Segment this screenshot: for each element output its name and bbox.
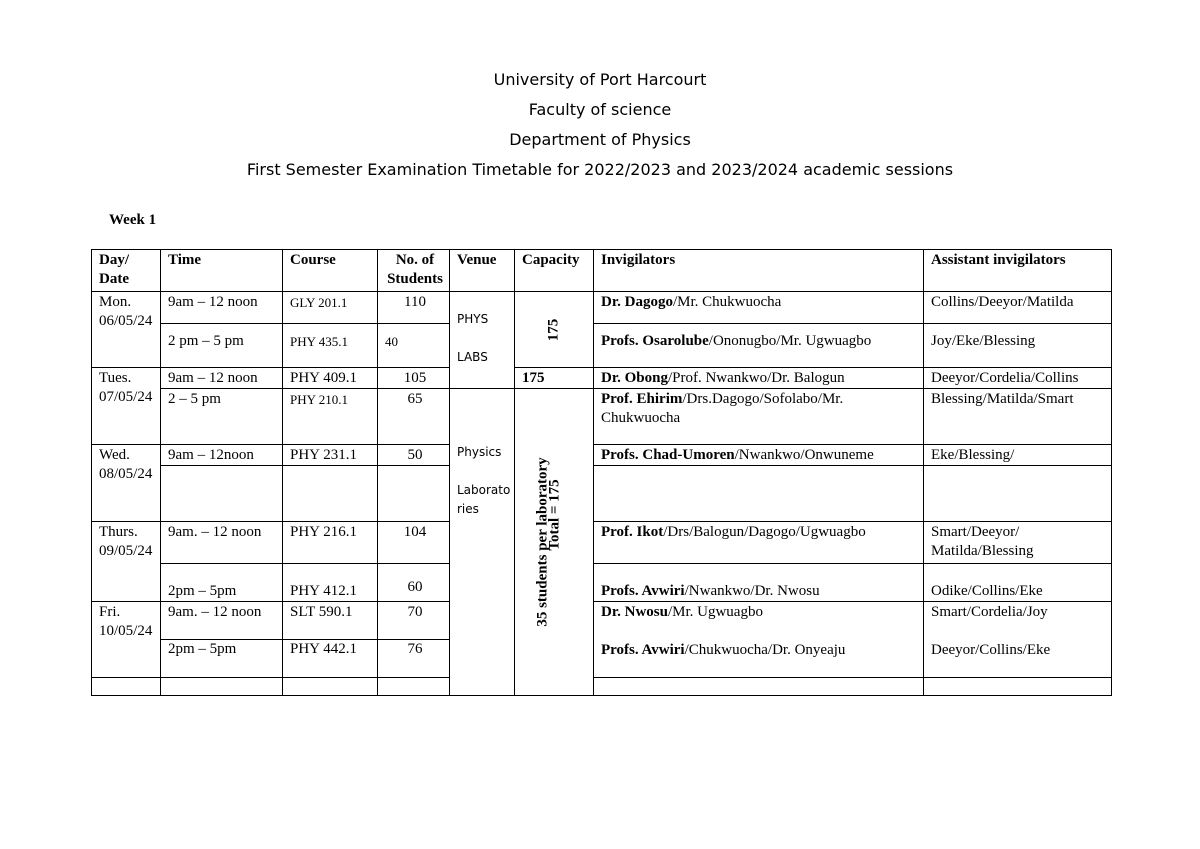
col-course: Course bbox=[283, 250, 378, 292]
students-cell: 70 bbox=[378, 602, 450, 640]
invigilators-cell: Profs. Chad-Umoren/Nwankwo/Onwuneme bbox=[594, 445, 924, 466]
day-cell-mon: Mon. 06/05/24 bbox=[92, 292, 161, 368]
assistant-cell: Odike/Collins/Eke bbox=[924, 564, 1112, 602]
col-assistant-invigilators: Assistant invigilators bbox=[924, 250, 1112, 292]
students-cell: 60 bbox=[378, 564, 450, 602]
course-cell: PHY 231.1 bbox=[283, 445, 378, 466]
timetable-title: First Semester Examination Timetable for 2022/2023 and 2023/2024 academic sessions bbox=[246, 160, 954, 179]
assistant-cell-empty bbox=[924, 466, 1112, 522]
day-cell-fri: Fri. 10/05/24 bbox=[92, 602, 161, 678]
capacity-cell-mon: 175 bbox=[515, 292, 594, 368]
course-cell: PHY 210.1 bbox=[283, 389, 378, 445]
students-cell: 50 bbox=[378, 445, 450, 466]
department-name: Department of Physics bbox=[509, 130, 691, 149]
table-row bbox=[92, 292, 1112, 324]
assistant-cell: Eke/Blessing/ bbox=[924, 445, 1112, 466]
col-day-date: Day/ Date bbox=[92, 250, 161, 292]
week-label: Week 1 bbox=[109, 212, 157, 228]
course-cell: PHY 442.1 bbox=[283, 640, 378, 678]
time-cell: 9am. – 12 noon bbox=[161, 602, 283, 640]
time-cell: 9am – 12 noon bbox=[161, 368, 283, 389]
assistant-cell: Blessing/Matilda/Smart bbox=[924, 389, 1112, 445]
day-cell-wed: Wed. 08/05/24 bbox=[92, 445, 161, 522]
assistant-cell: Smart/Cordelia/Joy Deeyor/Collins/Eke bbox=[924, 602, 1112, 678]
day-cell-thu: Thurs. 09/05/24 bbox=[92, 522, 161, 602]
invigilators-cell-empty bbox=[594, 466, 924, 522]
table-row bbox=[92, 522, 1112, 564]
assistant-cell: Joy/Eke/Blessing bbox=[924, 324, 1112, 368]
assistant-cell: Smart/Deeyor/ Matilda/Blessing bbox=[924, 522, 1112, 564]
col-students: No. of Students bbox=[378, 250, 450, 292]
course-cell: PHY 435.1 bbox=[283, 324, 378, 368]
capacity-cell-tue: 175 bbox=[515, 368, 594, 389]
table-row bbox=[92, 324, 1112, 368]
assistant-cell: Collins/Deeyor/Matilda bbox=[924, 292, 1112, 324]
course-cell: SLT 590.1 bbox=[283, 602, 378, 640]
students-cell-empty bbox=[378, 466, 450, 522]
students-cell: 40 bbox=[378, 324, 450, 368]
day-cell-tue: Tues. 07/05/24 bbox=[92, 368, 161, 445]
faculty-name: Faculty of science bbox=[528, 100, 672, 119]
course-cell: PHY 412.1 bbox=[283, 564, 378, 602]
exam-timetable bbox=[91, 249, 1112, 696]
table-row-empty bbox=[92, 678, 1112, 696]
course-cell: GLY 201.1 bbox=[283, 292, 378, 324]
capacity-total-label: Total = 175 bbox=[546, 479, 563, 551]
invigilators-cell: Dr. Nwosu/Mr. Ugwuagbo Profs. Avwiri/Chukwuocha/Dr. Onyeaju bbox=[594, 602, 924, 678]
time-cell: 9am. – 12 noon bbox=[161, 522, 283, 564]
invigilators-cell: Prof. Ikot/Drs/Balogun/Dagogo/Ugwuagbo bbox=[594, 522, 924, 564]
col-invigilators: Invigilators bbox=[594, 250, 924, 292]
time-cell: 2pm – 5pm bbox=[161, 640, 283, 678]
table-row bbox=[92, 368, 1112, 389]
invigilators-cell: Prof. Ehirim/Drs.Dagogo/Sofolabo/Mr. Chukwuocha bbox=[594, 389, 924, 445]
university-name: University of Port Harcourt bbox=[493, 70, 707, 89]
time-cell: 9am – 12noon bbox=[161, 445, 283, 466]
time-cell: 2 – 5 pm bbox=[161, 389, 283, 445]
invigilators-cell: Profs. Avwiri/Nwankwo/Dr. Nwosu bbox=[594, 564, 924, 602]
course-cell: PHY 409.1 bbox=[283, 368, 378, 389]
col-capacity: Capacity bbox=[515, 250, 594, 292]
table-row bbox=[92, 564, 1112, 602]
table-row bbox=[92, 466, 1112, 522]
invigilators-cell: Profs. Osarolube/Ononugbo/Mr. Ugwuagbo bbox=[594, 324, 924, 368]
assistant-cell: Deeyor/Cordelia/Collins bbox=[924, 368, 1112, 389]
col-time: Time bbox=[161, 250, 283, 292]
invigilators-cell: Dr. Obong/Prof. Nwankwo/Dr. Balogun bbox=[594, 368, 924, 389]
course-cell: PHY 216.1 bbox=[283, 522, 378, 564]
time-cell: 9am – 12 noon bbox=[161, 292, 283, 324]
invigilators-cell: Dr. Dagogo/Mr. Chukwuocha bbox=[594, 292, 924, 324]
table-row bbox=[92, 602, 1112, 640]
students-cell: 76 bbox=[378, 640, 450, 678]
venue-physics-labs: Physics Laborato ries bbox=[450, 389, 515, 696]
time-cell-empty bbox=[161, 466, 283, 522]
time-cell: 2 pm – 5 pm bbox=[161, 324, 283, 368]
students-cell: 104 bbox=[378, 522, 450, 564]
table-row bbox=[92, 445, 1112, 466]
course-cell-empty bbox=[283, 466, 378, 522]
students-cell: 110 bbox=[378, 292, 450, 324]
col-venue: Venue bbox=[450, 250, 515, 292]
students-cell: 105 bbox=[378, 368, 450, 389]
capacity-cell-labs: 35 students per laboratory bbox=[515, 389, 594, 696]
venue-phys-labs: PHYS LABS bbox=[450, 292, 515, 389]
time-cell: 2pm – 5pm bbox=[161, 564, 283, 602]
header-row bbox=[92, 250, 1112, 292]
students-cell: 65 bbox=[378, 389, 450, 445]
table-row bbox=[92, 389, 1112, 445]
